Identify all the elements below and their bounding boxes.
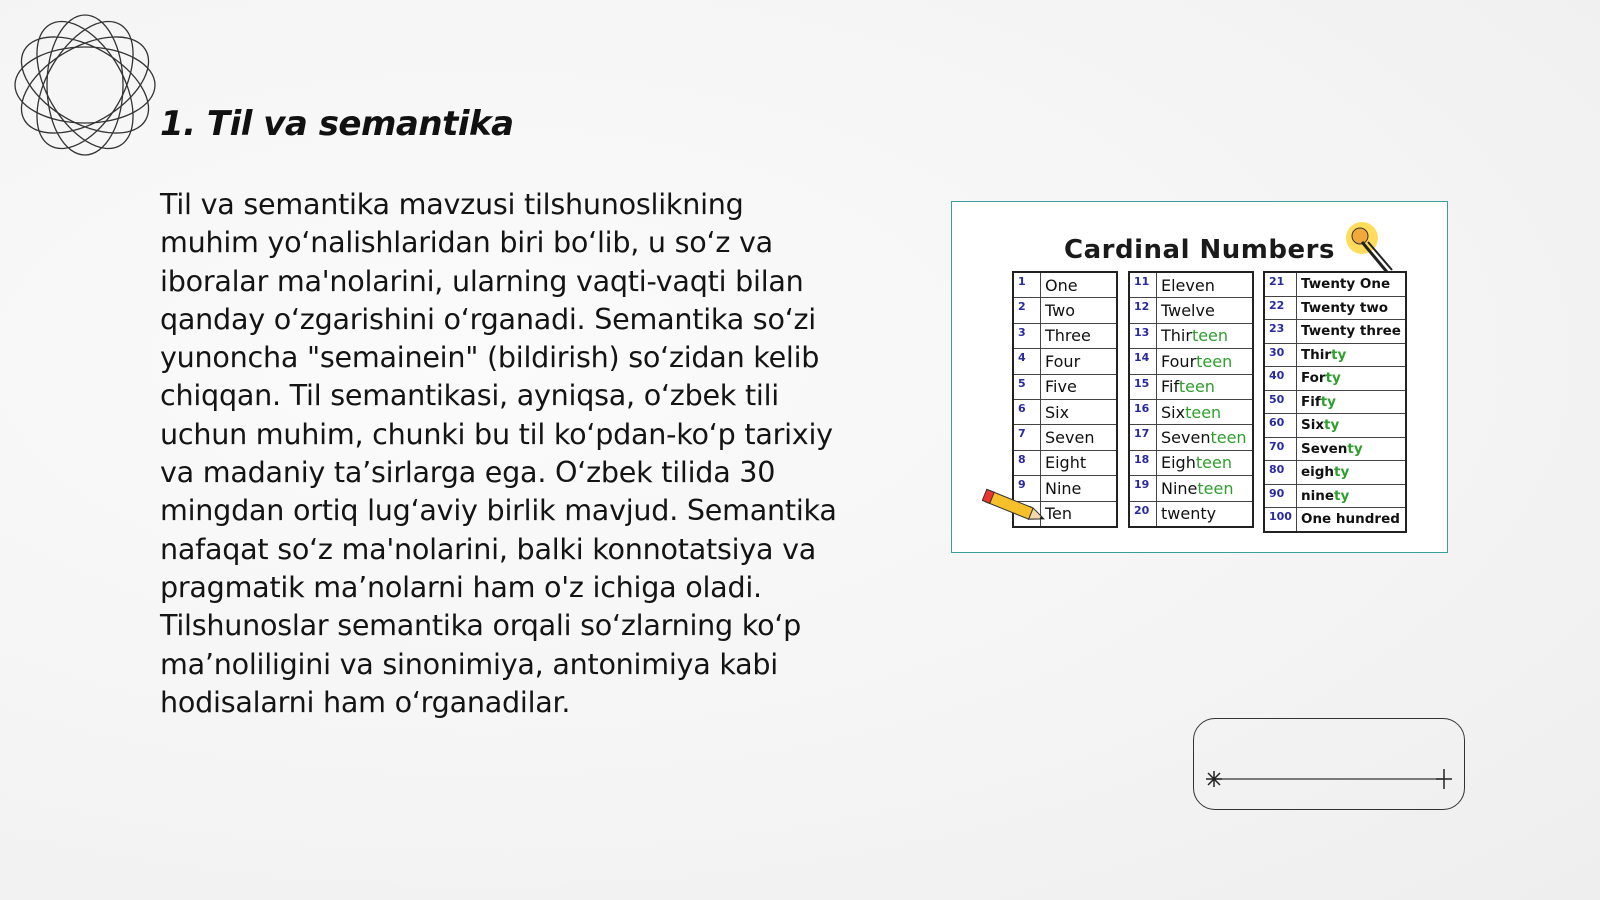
table-row — [1013, 272, 1117, 298]
number-cell: 40 — [1264, 367, 1296, 391]
table-row — [1264, 414, 1406, 438]
word-cell — [1041, 298, 1118, 323]
table-row — [1264, 437, 1406, 461]
number-cell: 5 — [1013, 374, 1041, 399]
number-cell: 16 — [1129, 399, 1157, 424]
word-suffix: ty — [1331, 346, 1347, 363]
word-base: Four — [1045, 351, 1081, 371]
word-cell — [1041, 272, 1118, 298]
word-cell — [1296, 272, 1406, 296]
word-base: Twenty three — [1300, 323, 1401, 340]
word-cell — [1041, 399, 1118, 424]
numbers-table-11-20 — [1128, 271, 1254, 528]
word-suffix: teen — [1178, 377, 1215, 397]
word-base: Six — [1300, 417, 1325, 434]
word-cell — [1296, 461, 1406, 485]
table-row — [1264, 508, 1406, 532]
word-cell — [1296, 320, 1406, 344]
number-cell: 11 — [1129, 272, 1157, 298]
table-row — [1264, 343, 1406, 367]
word-suffix: teen — [1185, 402, 1222, 422]
word-base: One — [1045, 275, 1078, 295]
table-row — [1129, 298, 1253, 323]
table-row — [1129, 476, 1253, 501]
number-cell: 12 — [1129, 298, 1157, 323]
figure-title: Cardinal Numbers — [1064, 235, 1335, 265]
number-cell: 19 — [1129, 476, 1157, 501]
word-cell — [1157, 450, 1254, 475]
word-base: Three — [1045, 326, 1091, 346]
word-base: Ten — [1045, 504, 1073, 524]
table-row — [1264, 367, 1406, 391]
number-cell: 3 — [1013, 323, 1041, 348]
number-cell: 18 — [1129, 450, 1157, 475]
word-suffix: ty — [1325, 370, 1341, 387]
table-row — [1013, 298, 1117, 323]
word-suffix: teen — [1195, 453, 1232, 473]
word-base: Seven — [1300, 440, 1348, 457]
word-cell — [1157, 323, 1254, 348]
word-base: Fif — [1300, 393, 1321, 410]
word-suffix: ty — [1334, 464, 1350, 481]
number-cell: 1 — [1013, 272, 1041, 298]
word-cell — [1296, 414, 1406, 438]
table-row — [1264, 484, 1406, 508]
number-cell: 23 — [1264, 320, 1296, 344]
word-suffix: teen — [1191, 326, 1229, 346]
word-base: nine — [1300, 487, 1334, 504]
word-base: Four — [1161, 351, 1197, 371]
word-cell — [1296, 508, 1406, 532]
table-row — [1129, 272, 1253, 298]
decorative-line — [1204, 769, 1456, 789]
number-cell: 17 — [1129, 425, 1157, 450]
word-cell — [1157, 399, 1254, 424]
word-cell — [1157, 374, 1254, 399]
word-cell — [1296, 437, 1406, 461]
word-cell — [1041, 349, 1118, 374]
sparkle-icon — [1206, 771, 1222, 787]
word-cell — [1296, 296, 1406, 320]
pencil-icon — [982, 488, 1052, 528]
number-cell: 90 — [1264, 484, 1296, 508]
word-cell — [1296, 367, 1406, 391]
number-cell: 20 — [1129, 501, 1157, 527]
word-suffix: ty — [1324, 417, 1340, 434]
word-cell — [1041, 450, 1118, 475]
word-suffix: ty — [1333, 487, 1350, 504]
crosshair-icon — [1436, 769, 1452, 789]
number-cell: 50 — [1264, 390, 1296, 414]
number-cell: 8 — [1013, 450, 1041, 475]
word-base: Nine — [1045, 478, 1082, 498]
table-row — [1129, 501, 1253, 527]
table-row — [1129, 323, 1253, 348]
word-suffix: ty — [1320, 393, 1336, 410]
word-base: For — [1300, 370, 1326, 387]
table-row — [1264, 272, 1406, 296]
orbit-rings-icon — [10, 10, 160, 160]
word-base: Fif — [1161, 377, 1179, 397]
table-row — [1129, 399, 1253, 424]
table-row — [1013, 425, 1117, 450]
number-cell: 7 — [1013, 425, 1041, 450]
table-row — [1013, 399, 1117, 424]
word-cell — [1041, 323, 1118, 348]
word-cell — [1157, 425, 1254, 450]
word-base: Six — [1161, 402, 1186, 422]
word-cell — [1157, 501, 1254, 527]
number-cell: 70 — [1264, 437, 1296, 461]
word-suffix: teen — [1196, 351, 1233, 371]
word-base: Eight — [1045, 453, 1087, 473]
word-suffix: ty — [1347, 440, 1363, 457]
table-row — [1129, 349, 1253, 374]
word-cell — [1041, 425, 1118, 450]
number-cell: 30 — [1264, 343, 1296, 367]
number-cell: 60 — [1264, 414, 1296, 438]
word-cell — [1296, 343, 1406, 367]
number-cell: 6 — [1013, 399, 1041, 424]
slide-title: 1. Til va semantika — [160, 104, 514, 144]
number-cell: 9 — [1013, 476, 1041, 501]
word-base: Nine — [1161, 478, 1198, 498]
word-base: Eigh — [1161, 453, 1196, 473]
table-row — [1264, 461, 1406, 485]
table-row — [1264, 296, 1406, 320]
word-cell — [1296, 390, 1406, 414]
table-row — [1013, 374, 1117, 399]
table-row — [1013, 323, 1117, 348]
word-base: One hundred — [1300, 511, 1400, 528]
word-base: Thir — [1300, 346, 1332, 363]
number-cell: 80 — [1264, 461, 1296, 485]
word-base: eigh — [1300, 464, 1335, 481]
table-row — [1264, 320, 1406, 344]
table-row — [1013, 450, 1117, 475]
word-base: Seven — [1161, 428, 1211, 448]
word-cell — [1296, 484, 1406, 508]
table-row — [1129, 374, 1253, 399]
word-cell — [1041, 374, 1118, 399]
number-cell: 21 — [1264, 272, 1296, 296]
word-base: Twelve — [1161, 301, 1215, 321]
word-base: twenty — [1161, 504, 1217, 524]
word-base: Thir — [1161, 326, 1192, 346]
table-row — [1129, 450, 1253, 475]
slide-body-text: Til va semantika mavzusi tilshunoslikning muhim yo‘nalishlaridan biri bo‘lib, u so‘z va iboralar ma'nolarini, ularning vaqti-vaqti bilan qanday o‘zgarishini o‘rganadi. Semantika so‘zi yunoncha "semainein" (bildirish) so‘zidan kelib chiqqan. Til semantikasi, ayniqsa, o‘zbek tili uchun muhim, chunki bu til ko‘pdan-ko‘p tarixiy va madaniy ta’sirlarga ega. O‘zbek tilida 30 mingdan ortiq lug‘aviy birlik mavjud. Semantika nafaqat so‘z ma'nolarini, balki konnotatsiya va pragmatik ma’nolarni ham o'z ichiga oladi. Tilshunoslar semantika orqali so‘zlarning ko‘p ma’noliligini va sinonimiya, antonimiya kabi hodisalarni ham o‘rganadilar. — [160, 187, 837, 719]
cardinal-numbers-figure — [951, 201, 1448, 553]
number-cell: 15 — [1129, 374, 1157, 399]
word-base: Five — [1045, 377, 1077, 397]
word-suffix: teen — [1210, 428, 1247, 448]
number-cell: 13 — [1129, 323, 1157, 348]
word-suffix: teen — [1197, 478, 1234, 498]
word-base: Two — [1045, 301, 1075, 321]
word-cell — [1157, 476, 1254, 501]
word-cell — [1157, 349, 1254, 374]
word-base: Twenty two — [1300, 299, 1389, 316]
word-base: Six — [1045, 402, 1070, 422]
table-row — [1264, 390, 1406, 414]
word-base: Eleven — [1161, 275, 1215, 295]
number-cell: 22 — [1264, 296, 1296, 320]
table-row — [1129, 425, 1253, 450]
number-cell: 14 — [1129, 349, 1157, 374]
number-cell: 4 — [1013, 349, 1041, 374]
word-base: Seven — [1045, 428, 1095, 448]
word-base: Twenty One — [1300, 276, 1391, 293]
word-cell — [1157, 298, 1254, 323]
number-cell: 2 — [1013, 298, 1041, 323]
word-cell — [1157, 272, 1254, 298]
decorative-frame — [1193, 718, 1465, 810]
numbers-table-21-100 — [1263, 271, 1407, 533]
number-cell: 100 — [1264, 508, 1296, 532]
table-row — [1013, 349, 1117, 374]
